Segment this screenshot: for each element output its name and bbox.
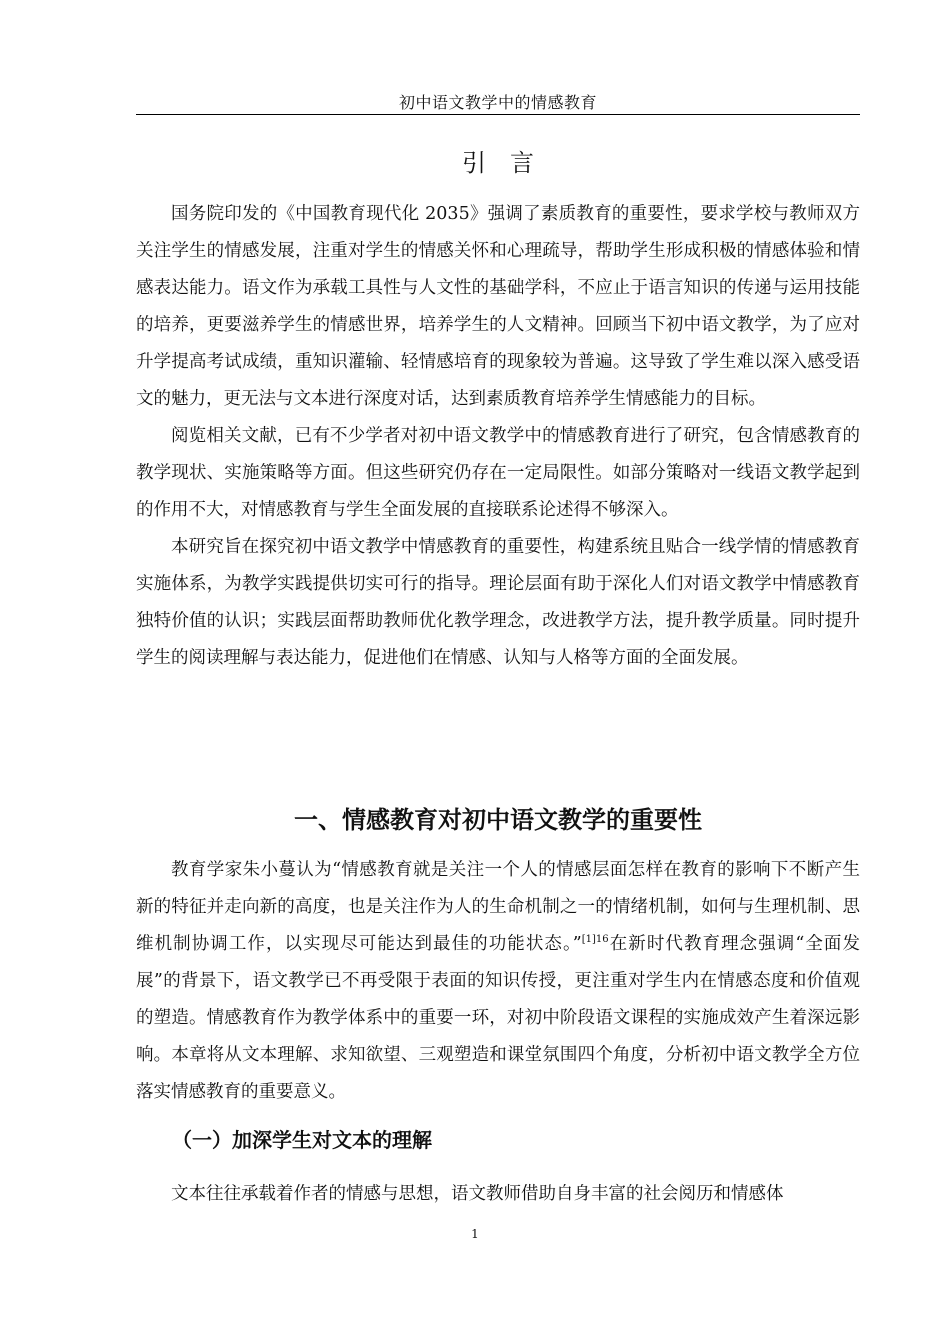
section-heading: 一、情感教育对初中语文教学的重要性	[294, 806, 702, 834]
intro-paragraph-3: 本研究旨在探究初中语文教学中情感教育的重要性，构建系统且贴合一线学情的情感教育实施体系，为教学实践提供切实可行的指导。理论层面有助于深化人们对语文教学中情感教育独特价值的认识；实践层面帮助教师优化教学理念，改进教学方法，提升教学质量。同时提升学生的阅读理解与表达能力，促进他们在情感、认知与人格等方面的全面发展。	[136, 537, 860, 668]
intro-title: 引言	[462, 149, 558, 177]
subsection-paragraph: 文本往往承载着作者的情感与思想，语文教师借助自身丰富的社会阅历和情感体	[171, 1184, 784, 1204]
subsection-heading: （一）加深学生对文本的理解	[172, 1128, 432, 1152]
section-body	[136, 852, 860, 1111]
page-number: 1	[471, 1227, 479, 1241]
section-paragraph-text-2: 在新时代教育理念强调“全面发展”的背景下，语文教学已不再受限于表面的知识传授，更注重对学生内在情感态度和价值观的塑造。情感教育作为教学体系中的重要一环，对初中阶段语文课程的实施成效产生着深远影响。本章将从文本理解、求知欲望、三观塑造和课堂氛围四个角度，分析初中语文教学全方位落实情感教育的重要意义。	[136, 934, 860, 1102]
section-paragraph-text-1: 教育学家朱小蔓认为“情感教育就是关注一个人的情感层面怎样在教育的影响下不断产生新的特征并走向新的高度，也是关注作为人的生命机制之一的情绪机制，如何与生理机制、思维机制协调工作，以实现尽可能达到最佳的功能状态。”	[136, 860, 860, 954]
section-paragraph	[136, 852, 860, 1111]
subsection-body	[136, 1176, 860, 1213]
header-divider	[136, 114, 860, 115]
citation-marker: [1]16	[581, 934, 609, 946]
intro-body	[136, 196, 860, 677]
intro-paragraph-2: 阅览相关文献，已有不少学者对初中语文教学中的情感教育进行了研究，包含情感教育的教学现状、实施策略等方面。但这些研究仍存在一定局限性。如部分策略对一线语文教学起到的作用不大，对情感教育与学生全面发展的直接联系论述得不够深入。	[136, 426, 860, 520]
intro-paragraph-1: 国务院印发的《中国教育现代化 2035》强调了素质教育的重要性，要求学校与教师双方关注学生的情感发展，注重对学生的情感关怀和心理疏导，帮助学生形成积极的情感体验和情感表达能力。语文作为承载工具性与人文性的基础学科，不应止于语言知识的传递与运用技能的培养，更要滋养学生的情感世界，培养学生的人文精神。回顾当下初中语文教学，为了应对升学提高考试成绩，重知识灌输、轻情感培育的现象较为普遍。这导致了学生难以深入感受语文的魅力，更无法与文本进行深度对话，达到素质教育培养学生情感能力的目标。	[136, 204, 860, 409]
running-header: 初中语文教学中的情感教育	[398, 93, 597, 112]
